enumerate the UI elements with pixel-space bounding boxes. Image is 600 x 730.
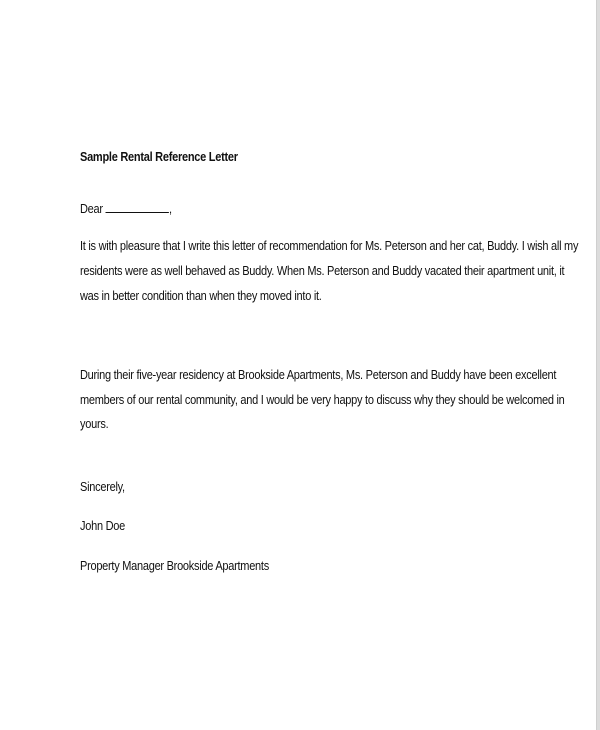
paragraph2-line1: During their five-year residency at Brookside Apartments, Ms. Peterson and Buddy have been excellent	[80, 368, 557, 382]
salutation-line	[80, 201, 172, 216]
letter-title: Sample Rental Reference Letter	[80, 150, 238, 164]
paragraph2-line3: yours.	[80, 417, 109, 431]
closing: Sincerely,	[80, 480, 125, 494]
signer-title: Property Manager Brookside Apartments	[80, 559, 269, 573]
paragraph2-line2: members of our rental community, and I would be very happy to discuss why they should be welcomed in	[80, 393, 565, 407]
paragraph1-line2: residents were as well behaved as Buddy. When Ms. Peterson and Buddy vacated their apartment unit, it	[80, 264, 565, 278]
recipient-blank	[106, 201, 169, 213]
salutation: Dear	[80, 202, 103, 216]
salutation-punctuation: ,	[168, 202, 172, 216]
paragraph1-line3: was in better condition than when they moved into it.	[80, 289, 322, 303]
signer-name: John Doe	[80, 519, 125, 533]
paragraph1-line1: It is with pleasure that I write this letter of recommendation for Ms. Peterson and her cat, Buddy. I wish all my	[80, 239, 579, 253]
